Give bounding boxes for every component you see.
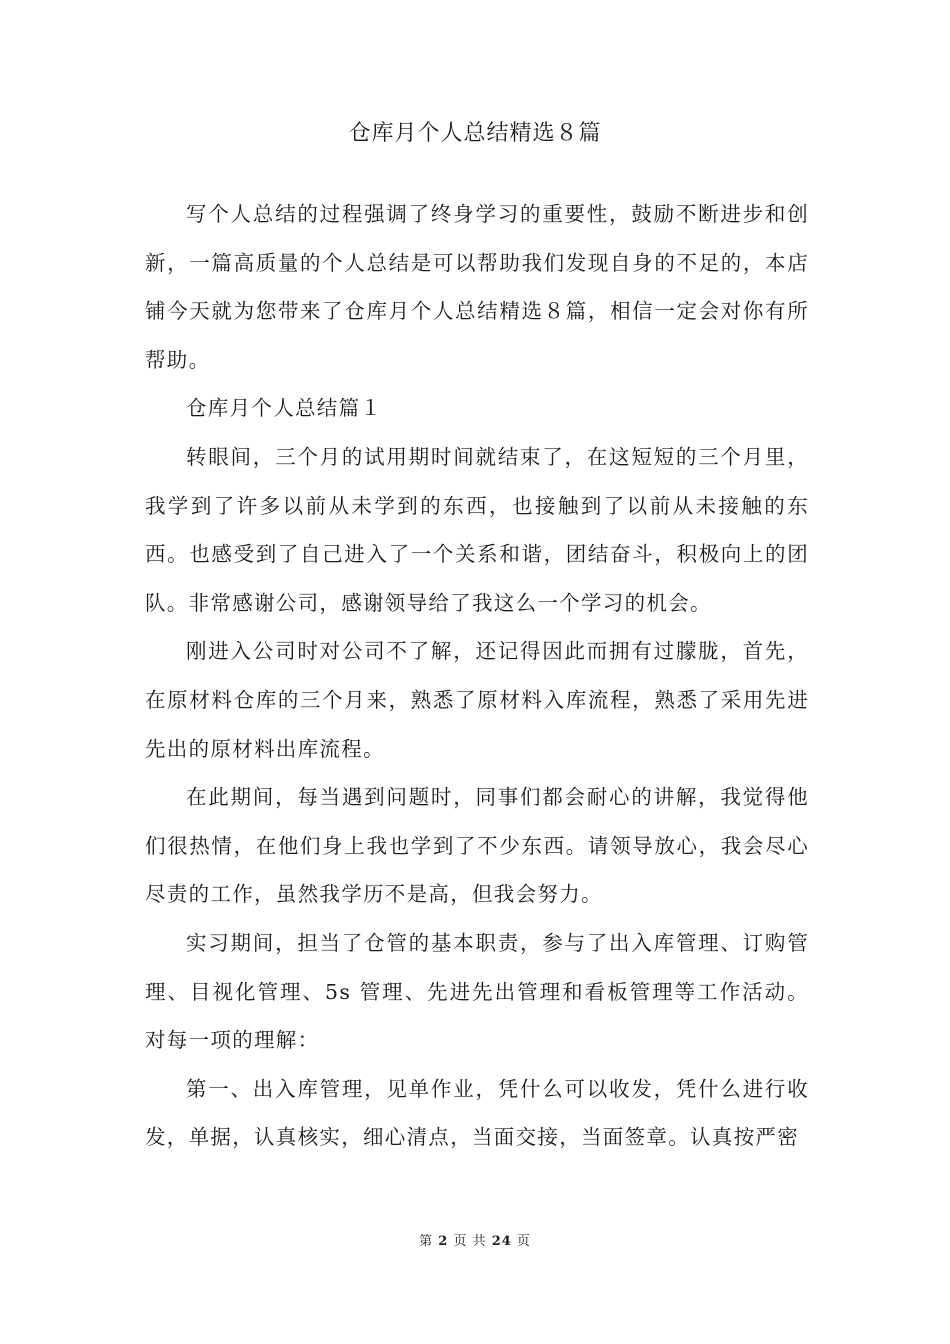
document-title: 仓库月个人总结精选８篇	[348, 121, 602, 146]
footer-page-number: 2	[438, 1234, 449, 1249]
body-paragraph: 转眼间，三个月的试用期时间就结束了，在这短短的三个月里，我学到了许多以前从未学到的东西，也接触到了以前从未接触的东西。也感受到了自己进入了一个关系和谐，团结奋斗，积极向上的团队。非常感谢公司，感谢领导给了我这么一个学习的机会。	[145, 444, 809, 615]
document-body	[145, 190, 809, 1162]
footer-middle: 页 共	[453, 1234, 487, 1249]
body-paragraph: 在此期间，每当遇到问题时，同事们都会耐心的讲解，我觉得他们很热情，在他们身上我也学到了不少东西。请领导放心，我会尽心尽责的工作，虽然我学历不是高，但我会努力。	[145, 785, 809, 907]
body-paragraph: 实习期间，担当了仓管的基本职责，参与了出入库管理、订购管理、目视化管理、5s 管理、先进先出管理和看板管理等工作活动。对每一项的理解：	[145, 930, 809, 1053]
footer-total-pages: 24	[491, 1234, 512, 1249]
footer-suffix: 页	[516, 1234, 531, 1249]
body-paragraph: 刚进入公司时对公司不了解，还记得因此而拥有过朦胧，首先，在原材料仓库的三个月来，熟悉了原材料入库流程，熟悉了采用先进先出的原材料出库流程。	[145, 639, 809, 761]
intro-paragraph: 写个人总结的过程强调了终身学习的重要性，鼓励不断进步和创新，一篇高质量的个人总结是可以帮助我们发现自身的不足的，本店铺今天就为您带来了仓库月个人总结精选８篇，相信一定会对你有所帮助。	[145, 202, 809, 372]
body-paragraph: 第一、出入库管理，见单作业，凭什么可以收发，凭什么进行收发，单据，认真核实，细心清点，当面交接，当面签章。认真按严密	[145, 1076, 809, 1150]
page-footer	[0, 1232, 950, 1252]
section-heading: 仓库月个人总结篇１	[186, 396, 383, 421]
footer-prefix: 第	[419, 1234, 434, 1249]
